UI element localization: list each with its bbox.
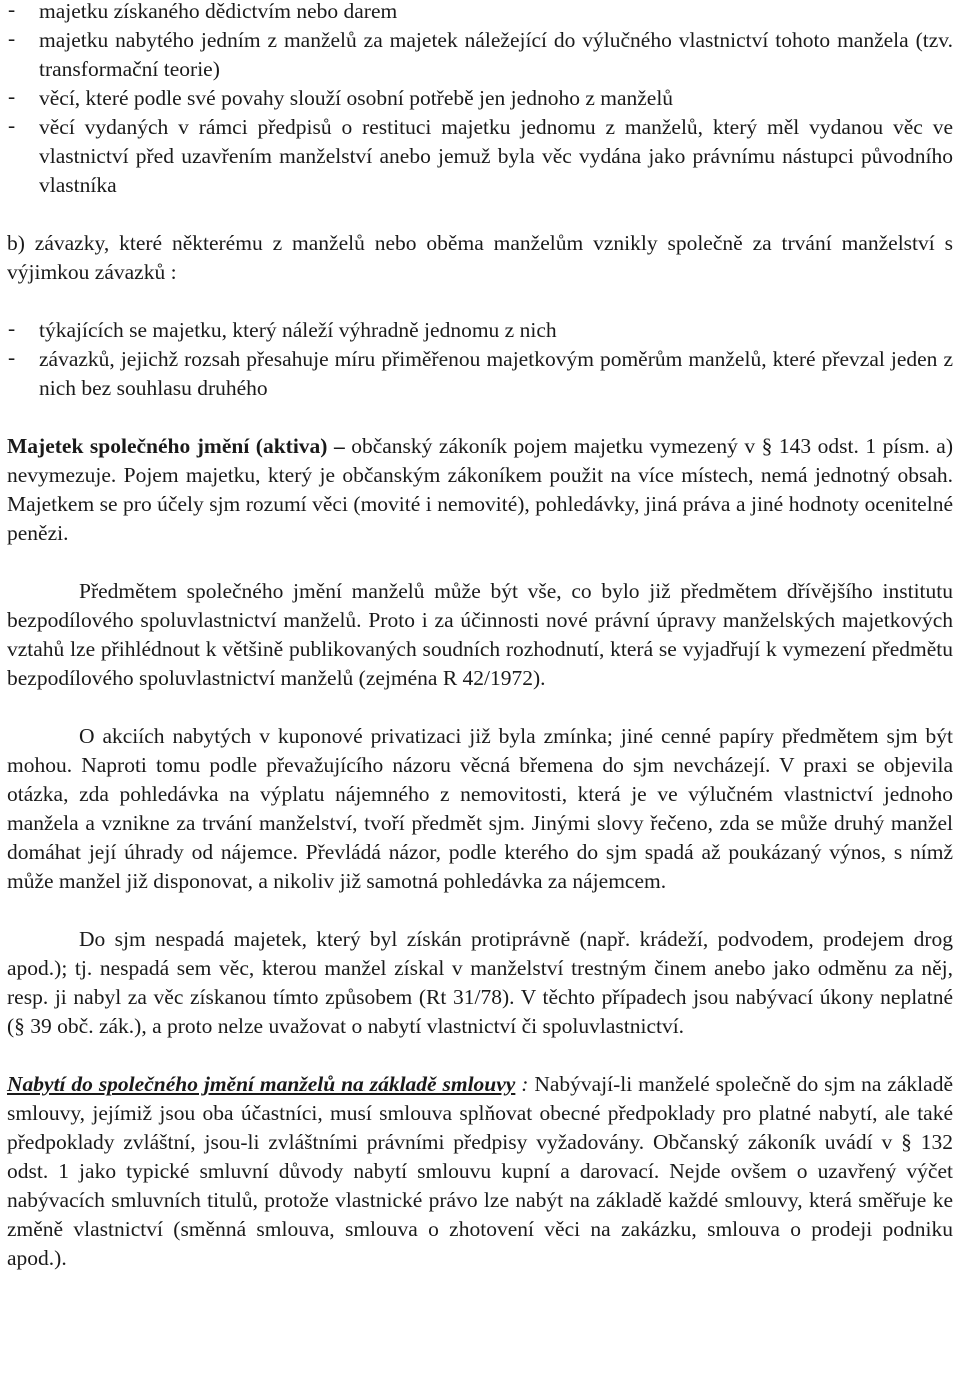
dash-bullet: -: [8, 0, 16, 21]
list-b: [7, 316, 953, 403]
dash-bullet: -: [8, 316, 16, 340]
spacer: [7, 287, 953, 316]
spacer: [7, 1041, 953, 1070]
assets-text: občanský zákoník pojem majetku vymezený v § 143 odst. 1 písm. a) nevymezuje. Pojem majetku, který je občanským zákoníkem použit na více místech, nemá jednotný obsah. Majetkem se pro účely sjm rozumí věci (movité i nemovité), pohledávky, jiná práva a jiné hodnoty ocenitelné penězi.: [7, 434, 953, 545]
contract-text: Nabývají-li manželé společně do sjm na základě smlouvy, jejímiž jsou oba účastníci, musí smlouva splňovat obecné předpoklady pro platné nabytí, ale také předpoklady zvláštní, jsou-li zvláštními právními předpisy vyžadovány. Občanský zákoník uvádí v § 132 odst. 1 jako typické smluvní důvody nabytí smlouvu kupní a darovací. Nejde ovšem o uzavřený výčet nabývacích smluvních titulů, protože vlastnické právo lze nabýt na základě každé smlouvy, která směřuje ke změně vlastnictví (směnná smlouva, smlouva o zhotovení věci na zakázku, smlouva o prodeji podniku apod.).: [7, 1072, 953, 1270]
paragraph-illegal: Do sjm nespadá majetek, který byl získán protiprávně (např. krádeží, podvodem, prodejem drog apod.); tj. nespadá sem věc, kterou manžel získal v manželství trestným činem anebo jako odměnu za něj, resp. ji nabyl za věc získanou tímto způsobem (Rt 31/78). V těchto případech jsou nabývací úkony neplatné (§ 39 obč. zák.), a proto nelze uvažovat o nabytí vlastnictví či spoluvlastnictví.: [7, 927, 953, 1038]
contract-colon: :: [515, 1072, 529, 1096]
list-item: [7, 345, 953, 403]
list-item: [7, 316, 953, 345]
list-item-text: závazků, jejichž rozsah přesahuje míru přiměřenou majetkovým poměrům manželů, které převzal jeden z nich bez souhlasu druhého: [39, 347, 953, 400]
spacer: [7, 200, 953, 229]
document-page: [7, 0, 953, 1273]
spacer: [7, 896, 953, 925]
dash-bullet: -: [8, 345, 16, 369]
spacer: [7, 403, 953, 432]
list-item: [7, 113, 953, 200]
list-item: [7, 0, 953, 26]
dash-bullet: -: [8, 84, 16, 108]
paragraph-subject: Předmětem společného jmění manželů může být vše, co bylo již předmětem dřívějšího institutu bezpodílového spoluvlastnictví manželů. Proto i za účinnosti nové právní úpravy manželských majetkových vztahů lze přihlédnout k většině publikovaných soudních rozhodnutí, která se vyjadřují k vymezení předmětu bezpodílového spoluvlastnictví manželů (zejména R 42/1972).: [7, 579, 953, 690]
spacer: [7, 548, 953, 577]
list-item-text: věcí vydaných v rámci předpisů o restituci majetku jednomu z manželů, který měl vydanou věc ve vlastnictví před uzavřením manželství anebo jemuž byla věc vydána jako právnímu nástupci původního vlastníka: [39, 115, 953, 197]
contract-heading: Nabytí do společného jmění manželů na základě smlouvy: [7, 1072, 516, 1096]
list-item-text: týkajících se majetku, který náleží výhradně jednomu z nich: [39, 318, 557, 342]
section-b-intro: b) závazky, které některému z manželů nebo oběma manželům vznikly společně za trvání manželství s výjimkou závazků :: [7, 231, 953, 284]
paragraph-shares: O akciích nabytých v kuponové privatizaci již byla zmínka; jiné cenné papíry předmětem sjm být mohou. Naproti tomu podle převažujícího názoru věcná břemena do sjm nevcházejí. V praxi se objevila otázka, zda pohledávka na výplatu nájemného z nemovitosti, která je ve výlučném vlastnictví jednoho manžela a vznikne za trvání manželství, tvoří předmět sjm. Jinými slovy řečeno, zda se může druhý manžel domáhat její úhrady od nájemce. Převládá názor, podle kterého do sjm spadá až poukázaný výnos, s nímž může manžel již disponovat, a nikoliv již samotná pohledávka za nájemcem.: [7, 724, 953, 893]
spacer: [7, 693, 953, 722]
paragraph-contract: [7, 1070, 953, 1273]
dash-bullet: -: [8, 26, 16, 50]
list-item-text: majetku získaného dědictvím nebo darem: [39, 0, 398, 23]
dash-bullet: -: [8, 113, 16, 137]
paragraph-assets: [7, 432, 953, 548]
assets-heading: Majetek společného jmění (aktiva) –: [7, 434, 345, 458]
list-item: [7, 84, 953, 113]
list-item-text: věcí, které podle své povahy slouží osobní potřebě jen jednoho z manželů: [39, 86, 674, 110]
list-item-text: majetku nabytého jedním z manželů za majetek náležející do výlučného vlastnictví tohoto manžela (tzv. transformační teorie): [39, 28, 953, 81]
list-item: [7, 26, 953, 84]
list-a: [7, 0, 953, 200]
